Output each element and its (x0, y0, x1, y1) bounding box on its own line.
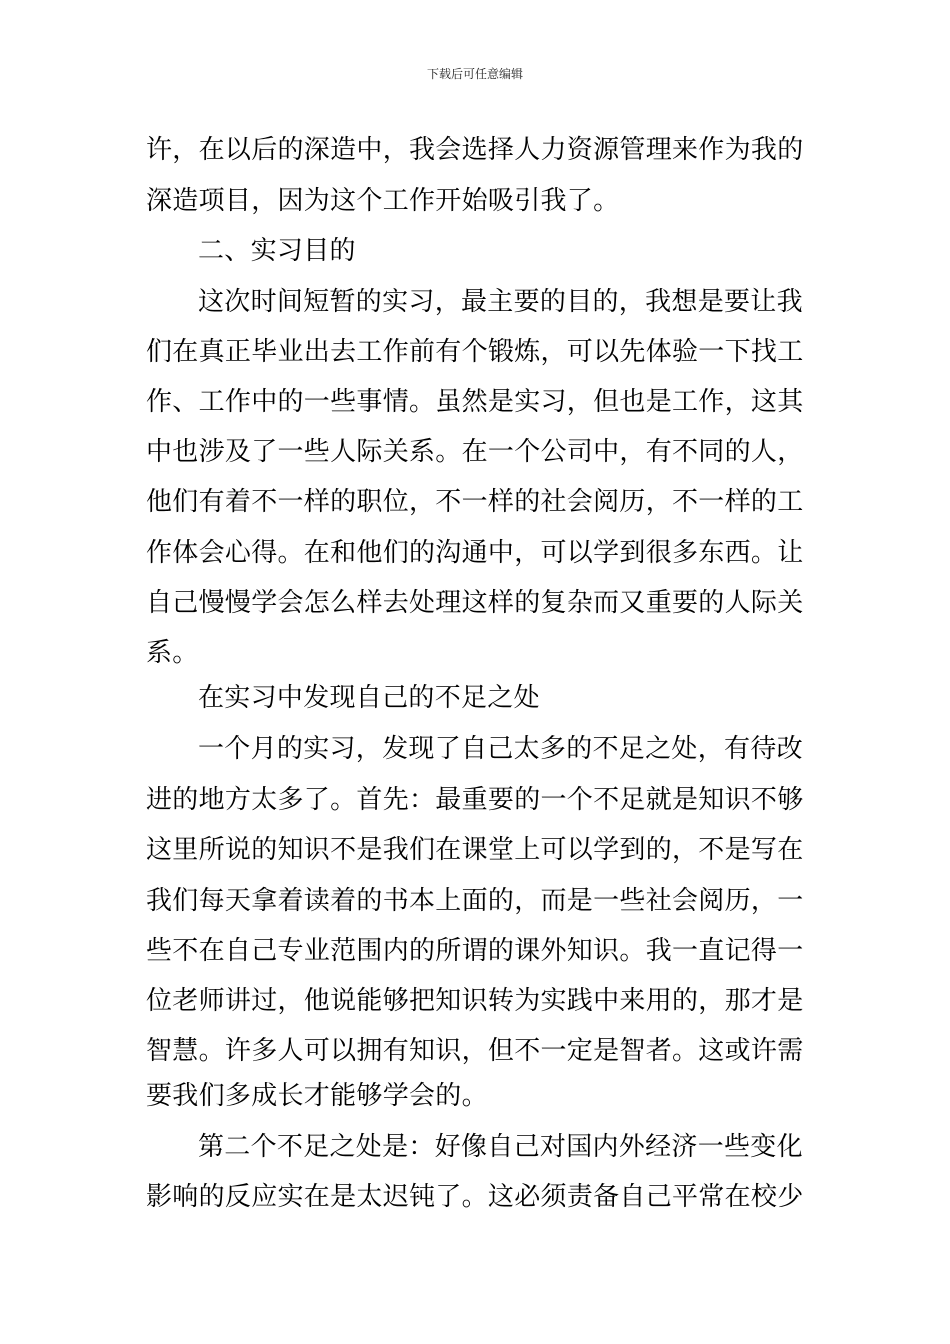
text-line: 深造项目，因为这个工作开始吸引我了。 (146, 186, 620, 216)
text-line: 一个月的实习，发现了自己太多的不足之处，有待改 (198, 734, 803, 764)
text-line: 许，在以后的深造中，我会选择人力资源管理来作为我的 (146, 135, 804, 165)
text-line: 智慧。许多人可以拥有知识，但不一定是智者。这或许需 (146, 1036, 804, 1066)
text-line: 第二个不足之处是：好像自己对国内外经济一些变化 (198, 1132, 803, 1162)
text-line: 要我们多成长才能够学会的。 (146, 1081, 488, 1111)
text-line: 中也涉及了一些人际关系。在一个公司中，有不同的人， (146, 437, 804, 467)
page-header: 下载后可任意编辑 (426, 67, 523, 81)
text-line: 自己慢慢学会怎么样去处理这样的复杂而又重要的人际关 (146, 588, 804, 618)
text-line: 进的地方太多了。首先：最重要的一个不足就是知识不够 (146, 785, 804, 815)
section-heading: 在实习中发现自己的不足之处 (198, 683, 540, 713)
text-line: 作、工作中的一些事情。虽然是实习，但也是工作，这其 (146, 387, 804, 417)
text-line: 作体会心得。在和他们的沟通中，可以学到很多东西。让 (146, 538, 804, 568)
text-line: 影响的反应实在是太迟钝了。这必须责备自己平常在校少 (146, 1182, 804, 1212)
text-line: 这里所说的知识不是我们在课堂上可以学到的，不是写在 (146, 835, 804, 865)
text-line: 这次时间短暂的实习，最主要的目的，我想是要让我 (198, 287, 803, 317)
text-line: 我们每天拿着读着的书本上面的，而是一些社会阅历，一 (146, 886, 804, 916)
text-line: 系。 (146, 638, 199, 668)
text-line: 他们有着不一样的职位，不一样的社会阅历，不一样的工 (146, 487, 804, 517)
text-line: 位老师讲过，他说能够把知识转为实践中来用的，那才是 (146, 986, 804, 1016)
text-line: 们在真正毕业出去工作前有个锻炼，可以先体验一下找工 (146, 337, 804, 367)
text-line: 些不在自己专业范围内的所谓的课外知识。我一直记得一 (146, 936, 804, 966)
section-heading: 二、实习目的 (198, 236, 356, 266)
